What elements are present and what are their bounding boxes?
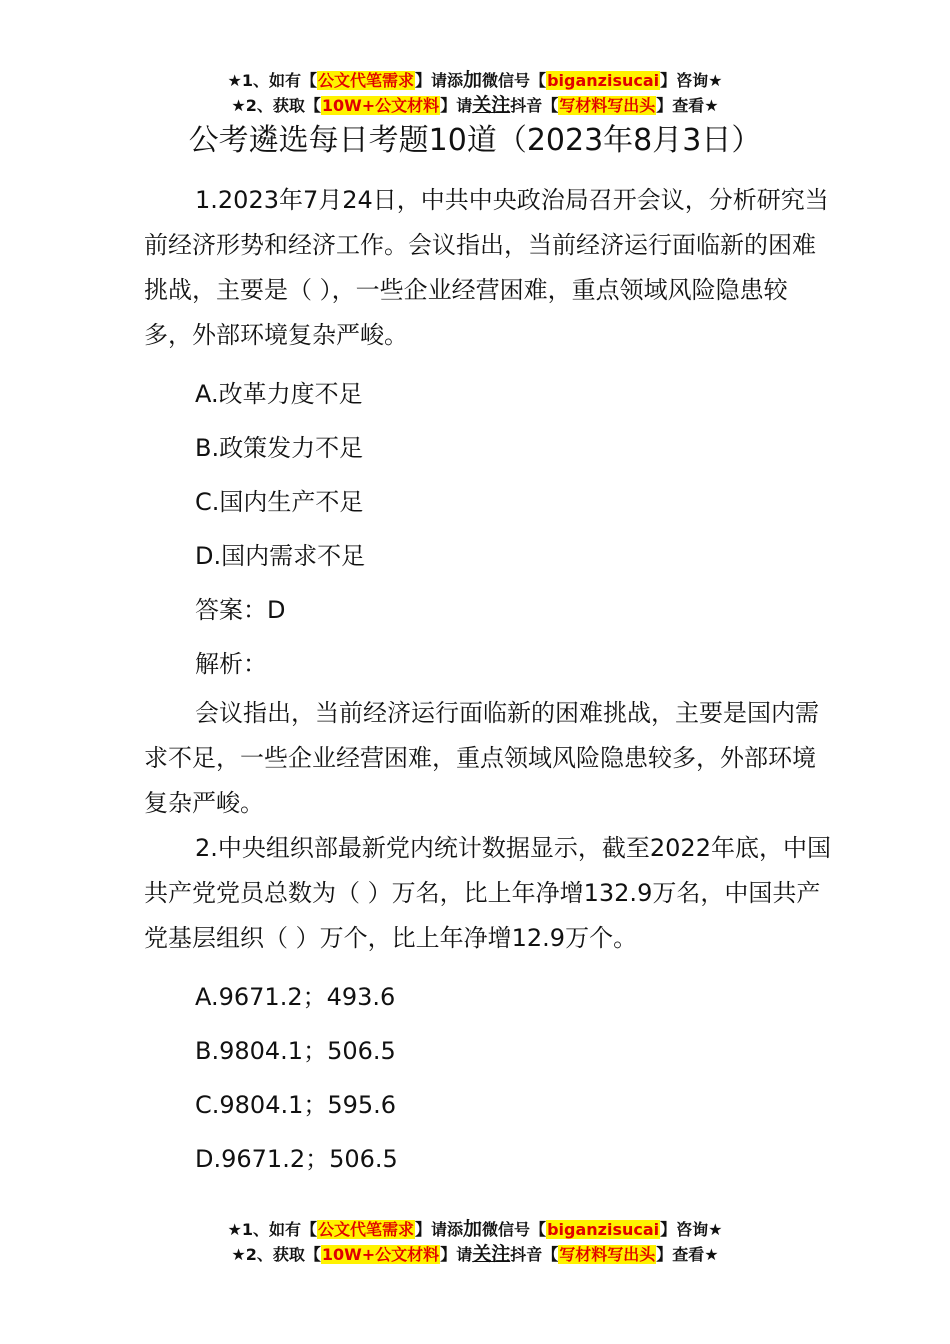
document-body: [144, 178, 834, 1186]
highlight-wechat-id: biganzisucai: [547, 1220, 660, 1239]
question-2-option-a: A.9671.2；493.6: [195, 983, 396, 1011]
highlight-service: 公文代笔需求: [318, 1220, 415, 1239]
promo-line-2: ★2、获取【10W+公文材料】请关注抖音【写材料写出头】查看★: [231, 1243, 719, 1265]
promo-banner-bottom: [0, 1217, 950, 1267]
question-1-option-a: A.改革力度不足: [195, 380, 363, 408]
question-2-option-d: D.9671.2；506.5: [195, 1145, 398, 1173]
question-1-stem: 1.2023年7月24日，中共中央政治局召开会议，分析研究当前经济形势和经济工作。会议指出，当前经济运行面临新的困难挑战，主要是（ ），一些企业经营困难，重点领域风险隐患较多，外部环境复杂严峻。: [144, 186, 829, 349]
highlight-materials: 10W+公文材料: [321, 96, 440, 115]
highlight-materials: 10W+公文材料: [321, 1245, 440, 1264]
question-1-option-c: C.国内生产不足: [195, 488, 364, 516]
question-2-option-b: B.9804.1；506.5: [195, 1037, 396, 1065]
question-1-analysis-label: 解析：: [195, 650, 267, 678]
highlight-douyin: 写材料写出头: [559, 1245, 656, 1264]
page-title: 公考遴选每日考题10道（2023年8月3日）: [188, 123, 762, 158]
promo-line-2: ★2、获取【10W+公文材料】请关注抖音【写材料写出头】查看★: [231, 94, 719, 116]
question-1-option-b: B.政策发力不足: [195, 434, 364, 462]
question-1-option-d: D.国内需求不足: [195, 542, 366, 570]
promo-line-1: ★1、如有【公文代笔需求】请添加微信号【biganzisucai】咨询★: [227, 69, 723, 91]
question-2-stem: 2.中央组织部最新党内统计数据显示，截至2022年底，中国共产党党员总数为（ ）万名，比上年净增132.9万名，中国共产党基层组织（ ）万个，比上年净增12.9万个。: [144, 834, 831, 952]
highlight-wechat-id: biganzisucai: [547, 71, 660, 90]
highlight-douyin: 写材料写出头: [559, 96, 656, 115]
highlight-service: 公文代笔需求: [318, 71, 415, 90]
promo-line-1: ★1、如有【公文代笔需求】请添加微信号【biganzisucai】咨询★: [227, 1218, 723, 1240]
promo-banner-top: [0, 68, 950, 118]
question-2-option-c: C.9804.1；595.6: [195, 1091, 397, 1119]
question-1-analysis: 会议指出，当前经济运行面临新的困难挑战，主要是国内需求不足，一些企业经营困难，重点领域风险隐患较多，外部环境复杂严峻。: [144, 699, 819, 817]
question-1-answer: 答案：D: [195, 596, 286, 624]
